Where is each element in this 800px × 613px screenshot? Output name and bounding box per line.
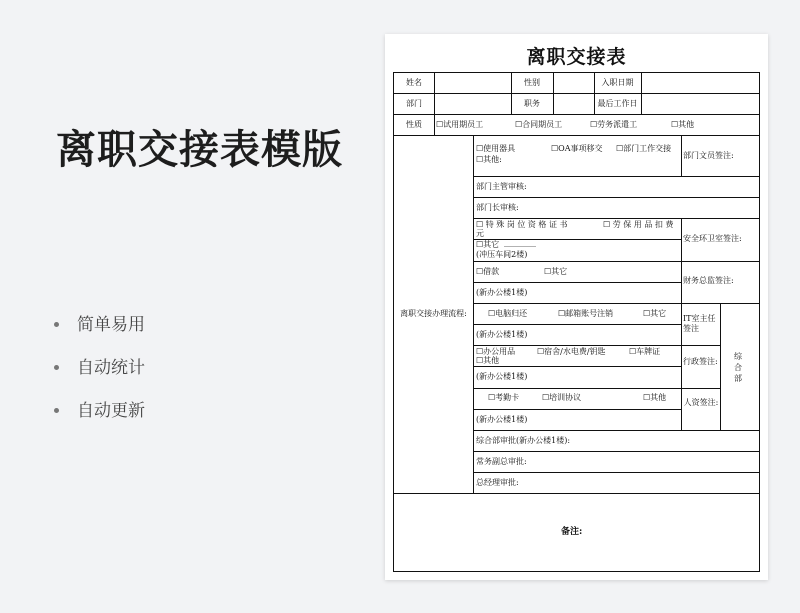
row-divider [473,409,681,410]
checkbox-item[interactable]: ☐考勤卡 [488,393,520,402]
sign-it: IT室主任签注 [683,314,716,333]
feature-label: 自动更新 [77,401,145,421]
checkbox-item[interactable]: ☐办公用品 [476,347,516,356]
checkbox-item[interactable]: ☐其他 [476,356,500,365]
row-divider [473,324,681,325]
form-title: 离职交接表 [526,46,627,68]
approve-general: 综合部审批(新办公楼1楼): [476,436,571,445]
col-divider [641,73,642,114]
checkbox-item[interactable]: ☐车牌证 [629,347,661,356]
checkbox-item[interactable]: ☐宿舍/水电费/钥匙 [537,347,606,356]
row-divider [473,218,759,219]
checkbox-item[interactable]: ☐其它 [476,240,500,249]
location-note: (冲压车间2楼) [476,250,528,259]
sign-finance: 财务总监签注: [683,276,734,285]
blank-line: ________ [504,238,536,247]
location-note: (新办公楼1楼) [476,330,528,339]
bullet-icon [54,365,59,370]
feature-label: 简单易用 [77,315,145,335]
feature-list [54,313,145,442]
checkbox-item[interactable]: ☐其他 [643,393,667,402]
feature-item [54,356,145,399]
row-divider [394,114,759,115]
nature-option[interactable]: ☐其他 [671,120,695,129]
general-dept-label: 综合部 [734,352,742,383]
row-divider [394,135,759,136]
approve-vp: 常务副总审批: [476,457,527,466]
col-divider [434,73,435,135]
bullet-icon [54,322,59,327]
feature-item [54,399,145,442]
sign-hr: 人资签注: [683,398,719,407]
col-divider [473,135,474,493]
sign-supervisor: 部门主管审核: [476,182,527,191]
sign-dept-clerk: 部门文员签注: [683,151,734,160]
col-divider [720,303,721,430]
checkbox-item[interactable]: ☐部门工作交接 [616,144,672,153]
checkbox-item[interactable]: ☐OA事项移交 [551,144,603,153]
row-divider [473,366,681,367]
label-position: 职务 [524,99,540,108]
checkbox-item[interactable]: ☐邮箱账号注销 [558,309,614,318]
checkbox-item[interactable]: ☐其他: [476,155,502,164]
checkbox-item[interactable]: ☐ 劳 保 用 品 扣 费 [603,220,674,229]
col-divider [681,135,682,176]
checkbox-item[interactable]: ☐ 特 殊 岗 位 资 格 证 书 [476,220,568,229]
checkbox-item[interactable]: ☐培训协议 [542,393,582,402]
row-divider [473,430,759,431]
row-divider [473,282,681,283]
nature-option[interactable]: ☐合同期员工 [515,120,563,129]
nature-option[interactable]: ☐劳务派遣工 [590,120,638,129]
page-title: 离职交接表模版 [56,127,343,173]
label-process: 离职交接办理流程: [400,309,467,318]
label-nature: 性质 [406,120,422,129]
feature-item [54,313,145,356]
bullet-icon [54,408,59,413]
row-divider [394,493,759,494]
row-divider [473,176,759,177]
location-note: (新办公楼1楼) [476,372,528,381]
form-preview [385,34,768,580]
sign-dept-head: 部门长审核: [476,203,519,212]
row-divider [394,93,759,94]
row-divider [473,388,681,389]
row-divider [681,345,720,346]
location-note: (新办公楼1楼) [476,288,528,297]
sign-admin: 行政签注: [683,357,718,366]
row-divider [681,388,720,389]
nature-option[interactable]: ☐试用期员工 [436,120,484,129]
col-divider [553,73,554,114]
sign-safety: 安全环卫室签注: [683,234,742,243]
label-hire-date: 入职日期 [601,78,634,87]
checkbox-item[interactable]: ☐电脑归还 [488,309,528,318]
checkbox-item[interactable]: ☐其它 [643,309,667,318]
remark-label: 备注: [561,527,583,537]
handover-form-table [393,72,760,572]
label-name: 姓名 [406,78,422,87]
feature-label: 自动统计 [77,358,145,378]
label-gender: 性别 [524,78,540,87]
label-last-day: 最后工作日 [597,99,638,108]
col-divider [681,218,682,430]
row-divider [473,261,759,262]
approve-gm: 总经理审批: [476,478,519,487]
row-divider [473,345,681,346]
fee-unit: 元 [476,229,484,238]
row-divider [473,472,759,473]
location-note: (新办公楼1楼) [476,415,528,424]
checkbox-item[interactable]: ☐使用器具 [476,144,516,153]
row-divider [473,303,759,304]
checkbox-item[interactable]: ☐其它 [544,267,568,276]
row-divider [473,451,759,452]
label-dept: 部门 [406,99,422,108]
row-divider [473,197,759,198]
checkbox-item[interactable]: ☐借款 [476,267,500,276]
